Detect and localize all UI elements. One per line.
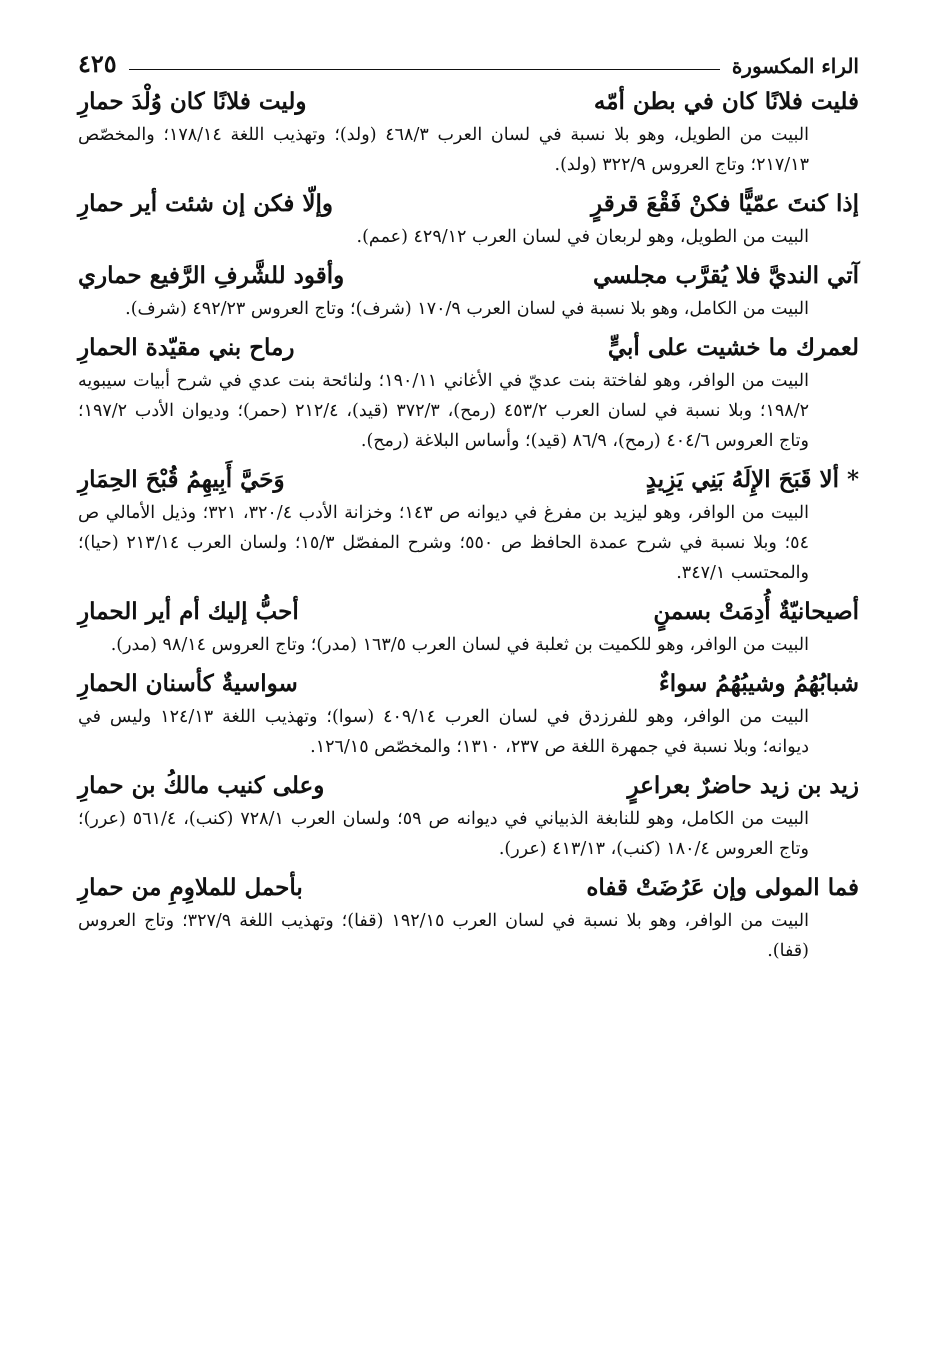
verse-second-hemistich: بأحمل للملاوِمِ من حمارِ [78,874,303,901]
verse-second-hemistich: رماح بني مقيّدة الحمارِ [78,334,295,361]
verse-line [78,258,859,294]
verse-second-hemistich: وأقود للشَّرفِ الرَّفيع حماري [78,262,345,289]
verse-commentary: البيت من الطويل، وهو لربعان في لسان العرب ٤٢٩/١٢ (عمم). [356,227,809,247]
verse-commentary: البيت من الوافر، وهو بلا نسبة في لسان العرب ١٩٢/١٥ (قفا)؛ وتهذيب اللغة ٣٢٧/٩؛ وتاج العروس (قفا). [78,911,809,961]
verse-first-hemistich: آتي النديَّ فلا يُقرَّب مجلسي [593,262,859,289]
header-rule [129,69,720,70]
chapter-title: الراء المكسورة [731,54,859,78]
verse-first-hemistich: لعمرك ما خشيت على أبيٍّ [607,334,859,361]
verse-first-hemistich: إذا كنتَ عمّيًّا فكنْ فَقْعَ قرقرٍ [591,190,859,217]
verse-second-hemistich: وإلّا فكن إن شئت أير حمارِ [78,190,334,217]
verse-commentary: البيت من الوافر، وهو لفاختة بنت عديّ في الأغاني ١٩٠/١١؛ ولنائحة بنت عدي في شرح أبيات سيبويه ١٩٨/٢؛ وبلا نسبة في لسان العرب ٤٥٣/٢ (رمح)، ٣٧٢/٣ (قيد)، ٢١٢/٤ (حمر)؛ وديوان الأدب ١٩٧/٢؛ وتاج العروس ٤٠٤/٦ (رمح)، ٨٦/٩ (قيد)؛ وأساس البلاغة (رمح). [78,371,809,451]
verse-entry [78,258,859,324]
verse-entry [78,462,859,588]
verse-entry [78,330,859,456]
verse-first-hemistich: زيد بن زيد حاضرٌ بعراعرٍ [627,772,859,799]
verse-commentary: البيت من الطويل، وهو بلا نسبة في لسان العرب ٤٦٨/٣ (ولد)؛ وتهذيب اللغة ١٧٨/١٤؛ والمخصّص ٢١٧/١٣؛ وتاج العروس ٣٢٢/٩ (ولد). [78,125,809,175]
verse-second-hemistich: وعلى كنيب مالكُ بن حمارِ [78,772,325,799]
page-number: ٤٢٥ [78,49,117,78]
verse-second-hemistich: وليت فلانًا كان وُلْدَ حمارِ [78,88,307,115]
verse-entry [78,666,859,762]
verse-line [78,666,859,702]
verse-second-hemistich: سواسيةٌ كأسنان الحمارِ [78,670,298,697]
verse-line [78,186,859,222]
verse-line [78,594,859,630]
verse-line [78,870,859,906]
verse-second-hemistich: وَحَيَّ أَبِيهِمُ قُبْحَ الحِمَارِ [78,466,285,493]
verse-entry [78,768,859,864]
verse-first-hemistich: فليت فلانًا كان في بطن أمّه [593,88,859,115]
verse-commentary: البيت من الكامل، وهو بلا نسبة في لسان العرب ١٧٠/٩ (شرف)؛ وتاج العروس ٤٩٢/٢٣ (شرف). [125,299,809,319]
page-header [78,38,859,78]
verse-first-hemistich: فما المولى وإن عَرُضَتْ قفاه [586,874,859,901]
verse-line [78,768,859,804]
verse-commentary: البيت من الوافر، وهو للفرزدق في لسان العرب ٤٠٩/١٤ (سوا)؛ وتهذيب اللغة ١٢٤/١٣ وليس في ديوانه؛ وبلا نسبة في جمهرة اللغة ص ٢٣٧، ١٣١٠؛ والمخصّص ١٢٦/١٥. [78,707,809,757]
verse-commentary: البيت من الوافر، وهو للكميت بن ثعلبة في لسان العرب ١٦٣/٥ (مدر)؛ وتاج العروس ٩٨/١٤ (مدر). [110,635,809,655]
verse-line [78,84,859,120]
verse-commentary: البيت من الوافر، وهو ليزيد بن مفرغ في ديوانه ص ١٤٣؛ وخزانة الأدب ٣٢٠/٤، ٣٢١؛ وذيل الأمالي ص ٥٤؛ وبلا نسبة في شرح عمدة الحافظ ص ٥٥٠؛ وشرح المفصّل ١٥/٣؛ ولسان العرب ٢١٣/١٤ (حيا)؛ والمحتسب ٣٤٧/١. [78,503,809,583]
verse-entry [78,594,859,660]
verse-second-hemistich: أحبُّ إليك أم أير الحمارِ [78,598,299,625]
verse-first-hemistich: أصيحانيّةٌ أُدِمَتْ بسمنٍ [653,598,859,625]
verse-entry [78,870,859,966]
verse-line [78,330,859,366]
verse-first-hemistich: شبابُهُمُ وشيبُهُمُ سواءٌ [658,670,859,697]
verse-line [78,462,859,498]
verse-first-hemistich: * ألا قَبَحَ الإِلَهُ بَنِي يَزِيدٍ [645,466,859,493]
verse-entries [78,84,859,966]
verse-commentary: البيت من الكامل، وهو للنابغة الذبياني في ديوانه ص ٥٩؛ ولسان العرب ٧٢٨/١ (كنب)، ٥٦١/٤ (عرر)؛ وتاج العروس ١٨٠/٤ (كنب)، ٤١٣/١٣ (عرر). [78,809,809,859]
verse-entry [78,186,859,252]
verse-entry [78,84,859,180]
